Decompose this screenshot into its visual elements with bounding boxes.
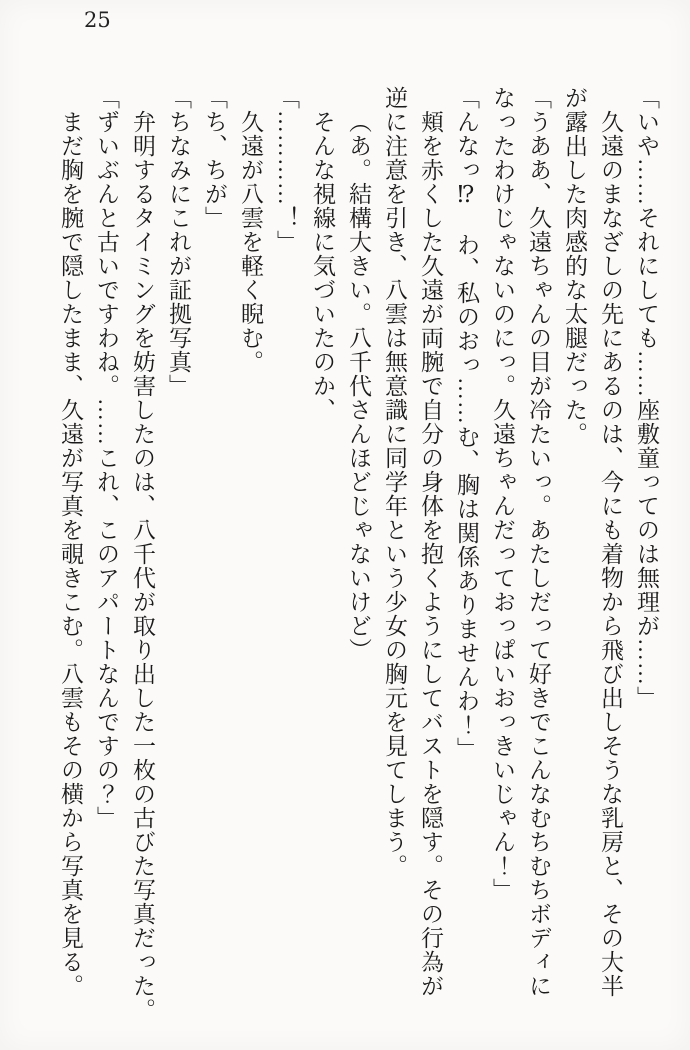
text-line: が露出した肉感的な太腿だった。: [562, 86, 587, 446]
text-line: まだ胸を腕で隠したまま、久遠が写真を覗きこむ。八雲もその横から写真を見る。: [58, 110, 83, 998]
text-line: 「ち、ちが」: [202, 86, 227, 230]
text-line: 「ちなみにこれが証拠写真」: [166, 86, 191, 398]
text-line: 「んなっ⁉ わ、私のおっ……む、胸は関係ありませんわ！」: [454, 86, 479, 761]
text-line: 久遠が八雲を軽く睨む。: [238, 110, 263, 374]
text-line: 「ずいぶんと古いですわね。……これ、このアパートなんですの？」: [94, 86, 119, 830]
text-line: 弁明するタイミングを妨害したのは、八千代が取り出した一枚の古びた写真だった。: [130, 110, 155, 1022]
text-line: なったわけじゃないのにっ。久遠ちゃんだっておっぱいおっきいじゃん！」: [490, 86, 515, 902]
body-text: [52, 86, 664, 1036]
text-line: そんな視線に気づいたのか、: [310, 110, 335, 422]
page-number: 25: [84, 8, 111, 32]
text-line: 「…………！」: [274, 86, 299, 254]
text-line: 「いや……それにしても……座敷童ってのは無理が……」: [634, 86, 659, 710]
text-line: 頬を赤くした久遠が両腕で自分の身体を抱くようにしてバストを隠す。その行為が: [418, 110, 443, 998]
text-line: 「うああ、久遠ちゃんの目が冷たいっ。あたしだって好きでこんなむちむちボディに: [526, 86, 551, 998]
text-line: （あ。結構大きい。八千代さんほどじゃないけど）: [346, 110, 371, 662]
text-line: 久遠のまなざしの先にあるのは、今にも着物から飛び出しそうな乳房と、その大半: [598, 110, 623, 998]
text-line: 逆に注意を引き、八雲は無意識に同学年という少女の胸元を見てしまう。: [382, 86, 407, 878]
